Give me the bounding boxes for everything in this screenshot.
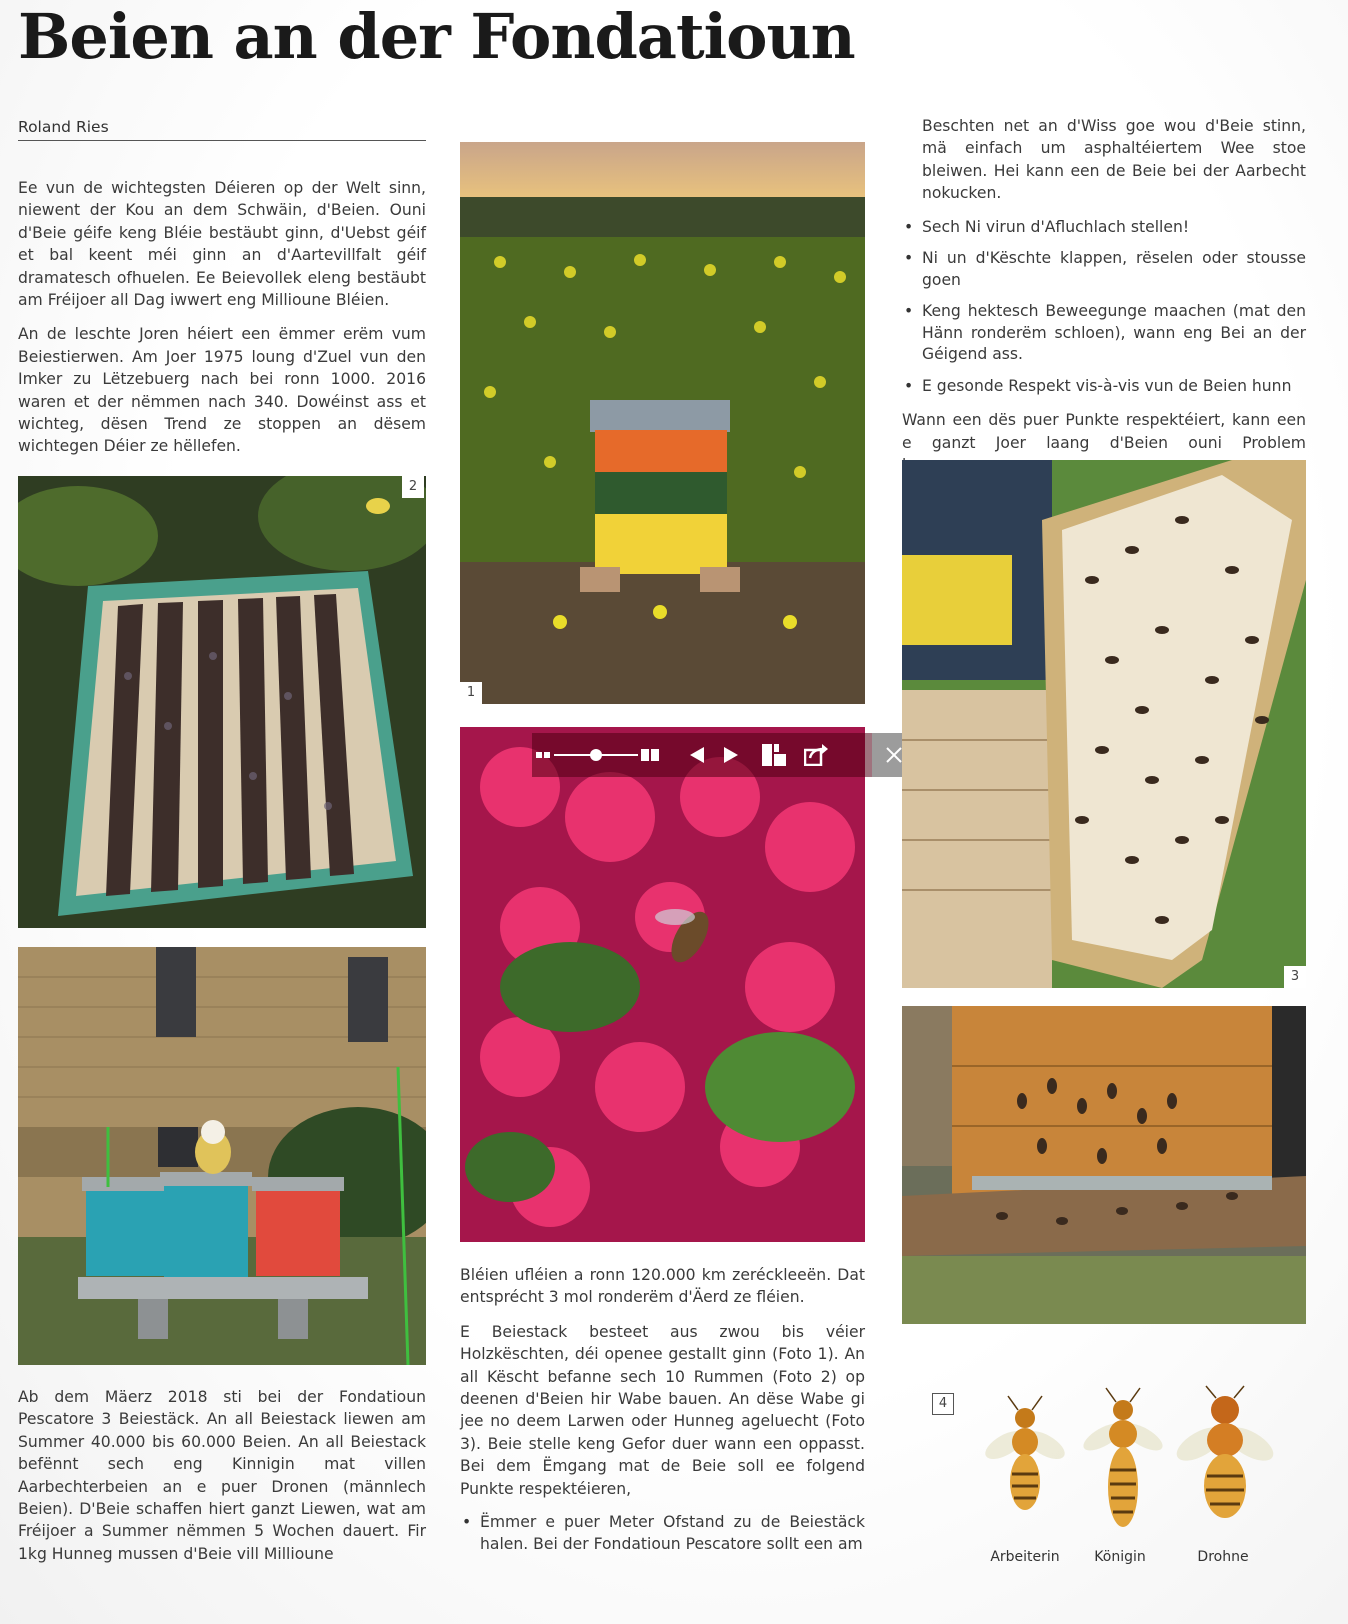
next-icon[interactable] [716, 733, 746, 777]
photo-number-3: 3 [1284, 966, 1306, 988]
bullet-entrance: • Sech Ni virun d'Afluchlach stellen! [902, 217, 1306, 239]
label-drone: Drohne [1197, 1549, 1249, 1565]
zoom-in-icon[interactable] [638, 733, 662, 777]
left-column-top [18, 177, 426, 470]
zoom-out-icon[interactable] [532, 733, 554, 777]
illustration-worker-bee [970, 1390, 1080, 1540]
share-icon[interactable] [796, 733, 836, 777]
photo-number-1: 1 [460, 682, 482, 704]
illustration-queen-bee [1068, 1382, 1178, 1542]
photo-honeycomb [902, 460, 1306, 988]
photo-bee-on-flowers [460, 727, 865, 1242]
gallery-icon[interactable] [756, 733, 792, 777]
photo-hive-frames [18, 476, 426, 928]
pescatore-paragraph: Ab dem Mäerz 2018 sti bei der Fondatioun Pescatore 3 Beiestäck. An all Beiestack liewen am Summer 40.000 bis 60.000 Beien. An all Beiestack befënnt sech eng Kinnigin mat villen Aarbechterbeien an e puer Dronen (männlech Beien). D'Beie schaffen hiert ganzt Liewen, wat am Fréijoer a Summer nëmmen 5 Wochen dauert. Fir 1kg Hunneg mussen d'Beie vill Millioune [18, 1388, 426, 1563]
right-bullet-list [902, 217, 1306, 398]
label-worker: Arbeiterin [990, 1549, 1060, 1565]
intro-paragraph: Ee vun de wichtegsten Déieren op der Welt sinn, niewent der Kou an dem Schwäin, d'Beien. Ouni d'Beie géife keng Bléie bestäubt ginn, d'Uebst géif et bal keent méi ginn an d'Aartevillfalt géif dramatesch ofhuelen. Ee Beievollek eleng bestäubt am Fréijoer all Dag iwwert eng Millioune Bléien. [18, 179, 426, 310]
illustration-drone-bee [1170, 1384, 1280, 1542]
photo-number-4: 4 [932, 1393, 954, 1415]
zoom-slider[interactable] [554, 733, 638, 777]
decline-paragraph: An de leschte Joren héiert een ëmmer erëm vum Beiestierwen. Am Joer 1975 loung d'Zuel vun den Imker zu Lëtzebuerg nach bei ronn 1000. 2016 waren et der nëmmen nach 340. Dowéinst ass et wichteg, dësen Trend ze stoppen an dësem wichtegen Déier ze hëllefen. [18, 325, 426, 456]
bullet-respect: • E gesonde Respekt vis-à-vis vun de Beien hunn [902, 376, 1306, 398]
photo-hive-in-field [460, 142, 865, 704]
prev-icon[interactable] [682, 733, 712, 777]
page-title: Beien an der Fondatioun [18, 0, 855, 73]
bullet-hectic: • Keng hektesch Beweegunge maachen (mat den Hänn ronderëm schloen), wann eng Bei an der Géigend ass. [902, 301, 1306, 366]
bullet-distance: • Ëmmer e puer Meter Ofstand zu de Beiestäck halen. Bei der Fondatioun Pescatore sollt een am [460, 1512, 865, 1555]
left-column-bottom [18, 1386, 426, 1577]
closing-paragraph: Wann een dës puer Punkte respektéiert, kann een e ganzt Joer laang d'Beien ouni Problem [902, 411, 1306, 452]
author-byline: Roland Ries [18, 118, 426, 141]
image-viewer-toolbar [532, 733, 872, 777]
flight-paragraph: Bléien ufléien a ronn 120.000 km zeréckleeën. Dat entsprécht 3 mol ronderëm d'Äerd ze fléien. [460, 1266, 865, 1307]
middle-bullet-list [460, 1512, 865, 1555]
right-column-text [902, 115, 1306, 488]
bullet-knock: • Ni un d'Këschte klappen, rëselen oder stousse goen [902, 248, 1306, 291]
photo-hive-entrance [902, 1006, 1306, 1324]
label-queen: Königin [1094, 1549, 1146, 1565]
hive-structure-paragraph: E Beiestack besteet aus zwou bis véier Holzkëschten, déi openee gestallt ginn (Foto 1). An all Këscht befanne sech 10 Rummen (Foto 2) op deenen d'Beien hir Wabe bauen. An dëse Wabe gi jee no deem Larwen oder Hunneg ageluecht (Foto 3). Beie stelle keng Gefor duer wann een oppasst. Bei dem Ëmgang mat de Beie soll ee folgend Punkte respektéieren, [460, 1322, 865, 1498]
photo-number-2: 2 [402, 476, 424, 498]
continuation-paragraph: Beschten net an d'Wiss goe wou d'Beie stinn, mä einfach um asphaltéiertem Wee stoe bleiwen. Hei kann een de Beie bei der Aarbecht nokucken. [922, 117, 1306, 203]
photo-three-hives [18, 947, 426, 1365]
middle-column-text [460, 1264, 865, 1567]
